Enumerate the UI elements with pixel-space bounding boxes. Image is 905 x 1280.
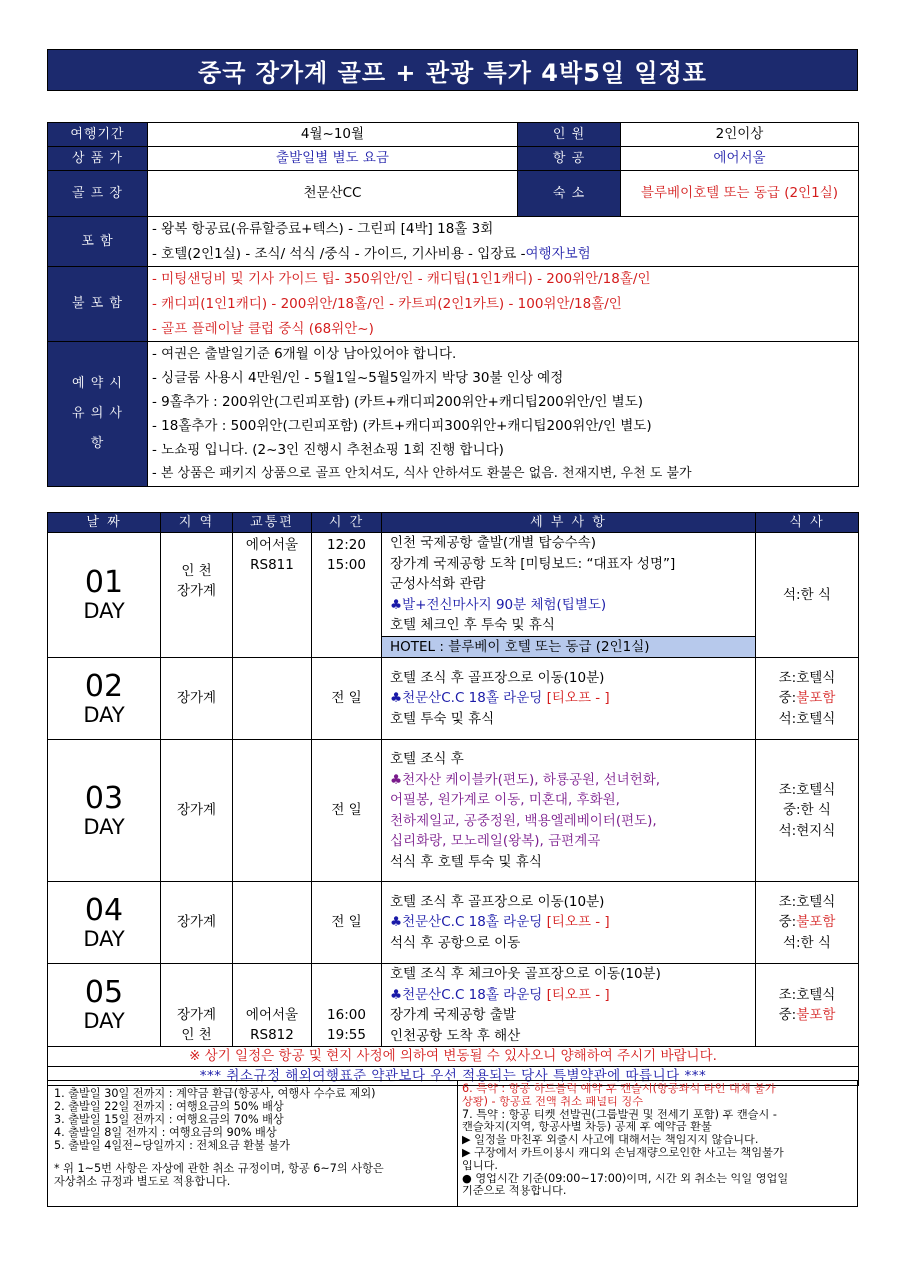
exclude-label: 불 포 함: [48, 267, 148, 342]
header-transport: 교통편: [233, 513, 312, 533]
tour-line: ♣천자산 케이블카(편도), 하룡공원, 선녀헌화,: [390, 771, 661, 788]
insurance-text: 여행자보험: [525, 245, 591, 262]
notice-item: - 9홀추가 : 200위안(그린피포함) (카트+캐디피200위안+캐디팁200위안/인 별도): [152, 393, 644, 410]
teeoff-text: [티오프 - ]: [546, 986, 610, 1003]
notice-item: - 18홀추가 : 500위안(그린피포함) (카트+캐디피300위안+캐디팁200위안/인 별도): [152, 417, 652, 434]
tour-line: 어필봉, 원가계로 이동, 미혼대, 후화원,: [390, 792, 620, 808]
golf-value: 천문산CC: [148, 171, 518, 217]
cancel-right: [457, 1081, 859, 1206]
meal-cell: 조:호텔식 중:불포함 석:한 식: [756, 882, 859, 964]
tour-line: 천하제일교, 공중정원, 백용엘레베이터(편도),: [390, 812, 657, 829]
exclude-list: [148, 267, 859, 342]
cancel-note: 자상취소 규정과 별도로 적용합니다.: [54, 1175, 231, 1188]
day-row: [48, 964, 859, 1047]
golf-round: ♣천문산C.C 18홀 라운딩: [390, 690, 547, 707]
day-row: [48, 740, 859, 882]
region-cell: 장가계 인 천: [161, 964, 233, 1047]
meal-cell: 조:호텔식 중:한 식 석:현지식: [756, 740, 859, 882]
day-number: 03 DAY: [48, 740, 161, 882]
meal-cell: 조:호텔식 중:불포함 석:호텔식: [756, 658, 859, 740]
period-value: 4월~10월: [148, 123, 518, 147]
detail-cell: 인천 국제공항 출발(개별 탑승수속) 장가계 국제공항 도착 [미팅보드: “대표자 성명”] 군성사석화 관람 ♣발+전신마사지 90분 체험(팁별도) 호텔 체크인 후 투숙 및 휴식 HOTEL : 블루베이 호텔 또는 동급 (2인1실): [382, 533, 756, 658]
special-terms: ▶ 일정을 마친후 외출시 사고에 대해서는 책임지지 않습니다.: [462, 1134, 759, 1147]
transport-cell: 에어서울 RS811: [233, 533, 312, 658]
notice-list: [148, 341, 859, 486]
cancel-left: [54, 1087, 454, 1188]
exclude-item: - 골프 플레이날 클럽 중식 (68위안~): [152, 320, 374, 337]
page-title: 중국 장가계 골프 + 관광 특가 4박5일 일정표: [47, 49, 858, 91]
cancel-policy-notice: *** 취소규정 해외여행표준 약관보다 우선 적용되는 당사 특별약관에 따릅니다 ***: [48, 1067, 859, 1086]
cancel-note: * 위 1~5번 사항은 자상에 관한 취소 규정이며, 항공 6~7의 사항은: [54, 1162, 384, 1175]
cancel-rule: 4. 출발일 8일 전까지 : 여행요금의 90% 배상: [54, 1126, 277, 1139]
day-number: 01 DAY: [48, 533, 161, 658]
cancel-rule: 1. 출발일 30일 전까지 : 계약금 환급(항공사, 여행사 수수료 제외): [54, 1087, 376, 1100]
special-terms: 상황) - 항공료 전액 취소 패널티 징수: [462, 1095, 644, 1108]
people-label: 인 원: [518, 123, 621, 147]
special-terms: 캔슬차지(지역, 항공사별 차등) 공제 후 예약금 환불: [462, 1121, 712, 1134]
region-cell: 장가계: [161, 882, 233, 964]
exclude-item: - 미팅샌딩비 및 기사 가이드 팁- 350위안/인 - 캐디팁(1인1캐디) - 200위안/18홀/인: [152, 271, 651, 288]
time-cell: 전 일: [312, 882, 382, 964]
massage-text: ♣발+전신마사지 90분 체험(팁별도): [390, 596, 607, 613]
day-row: [48, 533, 859, 658]
special-terms: 기준으로 적용합니다.: [462, 1185, 567, 1198]
header-region: 지 역: [161, 513, 233, 533]
price-value: 출발일별 별도 요금: [148, 147, 518, 171]
include-list: [148, 217, 859, 267]
golf-round: ♣천문산C.C 18홀 라운딩: [390, 986, 547, 1003]
header-time: 시 간: [312, 513, 382, 533]
info-table: [47, 122, 859, 487]
include-label: 포 함: [48, 217, 148, 267]
include-item: - 호텔(2인1실) - 조식/ 석식 /중식 - 가이드, 기사비용 - 입장료 - 여행자보험: [152, 245, 591, 262]
time-cell: 전 일: [312, 658, 382, 740]
transport-cell: 에어서울 RS812: [233, 964, 312, 1047]
detail-cell: 호텔 조식 후 ♣천자산 케이블카(편도), 하룡공원, 선녀헌화, 어필봉, 원가계로 이동, 미혼대, 후화원, 천하제일교, 공중정원, 백용엘레베이터(편도), 십리화랑, 모노레일(왕복), 금편계곡 석식 후 호텔 투숙 및 휴식: [382, 740, 756, 882]
tour-line: 십리화랑, 모노레일(왕복), 금편계곡: [390, 833, 601, 849]
teeoff-text: [티오프 - ]: [546, 690, 610, 707]
transport-cell: [233, 740, 312, 882]
detail-cell: 호텔 조식 후 체크아웃 골프장으로 이동(10분) ♣천문산C.C 18홀 라운딩 [티오프 - ] 장가계 국제공항 출발 인천공항 도착 후 해산: [382, 964, 756, 1047]
exclude-item: - 캐디피(1인1캐디) - 200위안/18홀/인 - 카트피(2인1카트) - 100위안/18홀/인: [152, 295, 622, 312]
special-terms: 입니다.: [462, 1159, 498, 1172]
detail-cell: 호텔 조식 후 골프장으로 이동(10분) ♣천문산C.C 18홀 라운딩 [티오프 - ] 호텔 투숙 및 휴식: [382, 658, 756, 740]
time-cell: 16:00 19:55: [312, 964, 382, 1047]
special-terms: ● 영업시간 기준(09:00~17:00)이며, 시간 외 취소는 익일 영업일: [462, 1172, 789, 1185]
teeoff-text: [티오프 - ]: [546, 914, 610, 931]
header-detail: 세 부 사 항: [382, 513, 756, 533]
day-row: [48, 882, 859, 964]
meal-cell: 조:호텔식 중:불포함: [756, 964, 859, 1047]
day-row: [48, 658, 859, 740]
cancel-policy-box: [47, 1080, 858, 1207]
special-terms: 6. 특약 : 항공 하드블럭 예약 후 캔슬시(항공좌석 타인 대체 불가: [462, 1083, 776, 1095]
airline-label: 항 공: [518, 147, 621, 171]
hotel-box: HOTEL : 블루베이 호텔 또는 동급 (2인1실): [382, 636, 755, 658]
notice-item: - 본 상품은 패키지 상품으로 골프 안치셔도, 식사 안하셔도 환불은 없음. 천재지변, 우천 도 불가: [152, 466, 692, 482]
cancel-rule: 2. 출발일 22일 전까지 : 여행요금의 50% 배상: [54, 1100, 284, 1113]
cancel-rule: 3. 출발일 15일 전까지 : 여행요금의 70% 배상: [54, 1113, 284, 1126]
meal-cell: 석:한 식: [756, 533, 859, 658]
time-cell: 12:20 15:00: [312, 533, 382, 658]
header-date: 날 짜: [48, 513, 161, 533]
header-meal: 식 사: [756, 513, 859, 533]
special-terms: 7. 특약 : 항공 티켓 선발권(그룹발권 및 전세기 포함) 후 캔슬시 -: [462, 1108, 777, 1121]
day-number: 05 DAY: [48, 964, 161, 1047]
region-cell: 장가계: [161, 658, 233, 740]
schedule-notice: ※ 상기 일정은 항공 및 현지 사정에 의하여 변동될 수 있사오니 양해하여 주시기 바랍니다.: [48, 1047, 859, 1067]
golf-round: ♣천문산C.C 18홀 라운딩: [390, 914, 547, 931]
notice-item: - 싱글룸 사용시 4만원/인 - 5월1일~5월5일까지 박당 30불 인상 예정: [152, 369, 564, 386]
price-label: 상 품 가: [48, 147, 148, 171]
people-value: 2인이상: [621, 123, 859, 147]
time-cell: 전 일: [312, 740, 382, 882]
region-cell: 장가계: [161, 740, 233, 882]
detail-cell: 호텔 조식 후 골프장으로 이동(10분) ♣천문산C.C 18홀 라운딩 [티오프 - ] 석식 후 공항으로 이동: [382, 882, 756, 964]
notice-label: 예 약 시 유 의 사 항: [48, 341, 148, 486]
notice-item: - 노쇼핑 입니다. (2~3인 진행시 추천쇼핑 1회 진행 합니다): [152, 441, 504, 458]
notice-item: - 여권은 출발일기준 6개월 이상 남아있어야 합니다.: [152, 345, 457, 362]
region-cell: 인 천 장가계: [161, 533, 233, 658]
include-item: - 왕복 항공료(유류할증료+텍스) - 그린피 [4박] 18홀 3회: [152, 221, 494, 238]
airline-value: 에어서울: [621, 147, 859, 171]
hotel-value: 블루베이호텔 또는 동급 (2인1실): [621, 171, 859, 217]
hotel-label: 숙 소: [518, 171, 621, 217]
special-terms: ▶ 구장에서 카트이용시 캐디외 손님재량으로인한 사고는 책임불가: [462, 1146, 784, 1159]
period-label: 여행기간: [48, 123, 148, 147]
cancel-rule: 5. 출발일 4일전~당일까지 : 전체요금 환불 불가: [54, 1139, 290, 1152]
transport-cell: [233, 658, 312, 740]
day-number: 02 DAY: [48, 658, 161, 740]
schedule-table: [47, 512, 859, 1086]
golf-label: 골 프 장: [48, 171, 148, 217]
day-number: 04 DAY: [48, 882, 161, 964]
transport-cell: [233, 882, 312, 964]
